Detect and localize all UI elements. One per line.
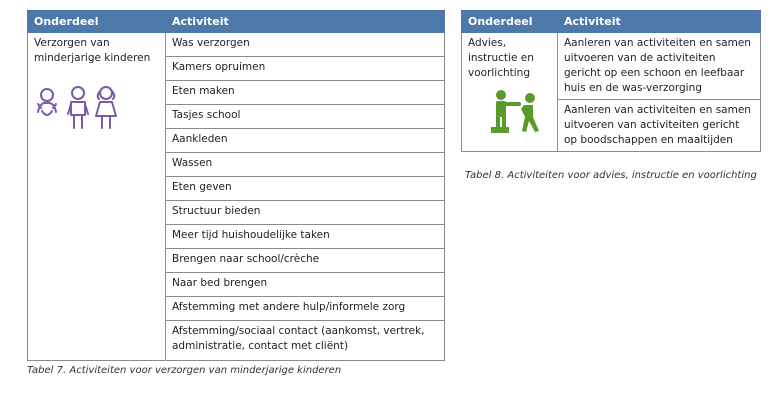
activity-cell: Naar bed brengen: [166, 273, 445, 297]
header-activiteit: Activiteit: [558, 11, 761, 33]
activity-cell: Structuur bieden: [166, 201, 445, 225]
children-family-icon: [34, 84, 159, 135]
activity-cell: Meer tijd huishoudelijke taken: [166, 225, 445, 249]
section-label: Advies, instructie en voorlichting: [468, 37, 534, 79]
activity-cell: Aanleren van activiteiten en samen uitvoeren van de activiteiten gericht op een schoon en leefbaar huis en de was-verzorging: [558, 33, 761, 100]
onderdeel-cell: [28, 33, 166, 361]
activity-cell: Tasjes school: [166, 105, 445, 129]
activity-cell: Kamers opruimen: [166, 57, 445, 81]
onderdeel-cell: [462, 33, 558, 152]
activity-cell: Afstemming met andere hulp/informele zorg: [166, 297, 445, 321]
activity-cell: Brengen naar school/crèche: [166, 249, 445, 273]
table-8: [461, 10, 761, 152]
table-header-row: [28, 11, 445, 33]
header-onderdeel: Onderdeel: [462, 11, 558, 33]
header-onderdeel: Onderdeel: [28, 11, 166, 33]
helping-hand-icon: [468, 89, 551, 140]
table-8-caption: Tabel 8. Activiteiten voor advies, instructie en voorlichting: [465, 170, 757, 181]
activity-cell: Eten maken: [166, 81, 445, 105]
activity-cell: Wassen: [166, 153, 445, 177]
table-row: [28, 33, 445, 57]
table-row: [462, 33, 761, 100]
activity-cell: Afstemming/sociaal contact (aankomst, vertrek, administratie, contact met cliënt): [166, 321, 445, 361]
table-7: [27, 10, 445, 361]
table-header-row: [462, 11, 761, 33]
header-activiteit: Activiteit: [166, 11, 445, 33]
activity-cell: Aankleden: [166, 129, 445, 153]
activity-cell: Was verzorgen: [166, 33, 445, 57]
activity-cell: Eten geven: [166, 177, 445, 201]
section-label: Verzorgen van minderjarige kinderen: [34, 37, 151, 64]
activity-cell: Aanleren van activiteiten en samen uitvoeren van activiteiten gericht op boodschappen en maaltijden: [558, 100, 761, 152]
table-7-caption: Tabel 7. Activiteiten voor verzorgen van minderjarige kinderen: [27, 365, 342, 376]
